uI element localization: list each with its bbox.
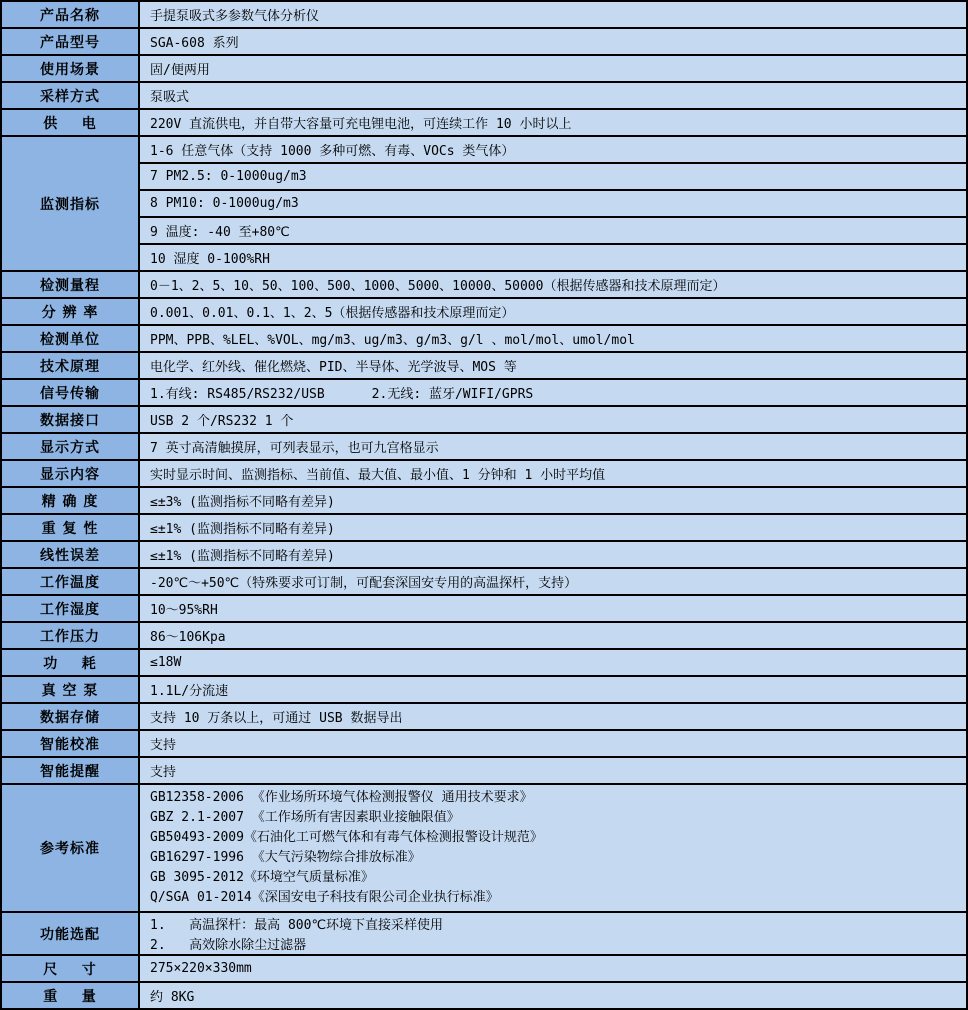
spec-label: 重 复 性 xyxy=(2,515,140,540)
spec-label: 监测指标 xyxy=(2,137,140,270)
reference-standard-line: GB 3095-2012《环境空气质量标准》 xyxy=(150,870,374,885)
spec-row-range xyxy=(2,270,966,297)
spec-label: 检测量程 xyxy=(2,272,140,297)
spec-row-weight xyxy=(2,981,966,1008)
spec-value: 220V 直流供电，并自带大容量可充电锂电池，可连续工作 10 小时以上 xyxy=(140,110,966,135)
spec-label: 产品型号 xyxy=(2,29,140,54)
spec-row-smart-reminder xyxy=(2,756,966,783)
spec-row-usage-scene xyxy=(2,54,966,81)
spec-value: PPM、PPB、%LEL、%VOL、mg/m3、ug/m3、g/m3、g/l 、mol/mol、umol/mol xyxy=(140,326,966,351)
spec-value: 支持 xyxy=(140,758,966,783)
spec-row-resolution xyxy=(2,297,966,324)
spec-row-reference-standards xyxy=(2,783,966,911)
spec-row-work-temp xyxy=(2,567,966,594)
spec-row-units xyxy=(2,324,966,351)
spec-subvalue: 9 温度: -40 至+80℃ xyxy=(140,216,966,243)
spec-value-multiline xyxy=(140,785,966,911)
spec-label: 使用场景 xyxy=(2,56,140,81)
spec-label: 数据接口 xyxy=(2,407,140,432)
spec-row-monitor-indicators xyxy=(2,135,966,270)
spec-value: 约 8KG xyxy=(140,983,966,1008)
spec-row-work-pressure xyxy=(2,621,966,648)
spec-value-multiline xyxy=(140,913,966,954)
spec-subvalue: 7 PM2.5: 0-1000ug/m3 xyxy=(140,162,966,189)
spec-row-principle xyxy=(2,351,966,378)
spec-label: 真 空 泵 xyxy=(2,677,140,702)
optional-feature-line: 2. 高效除水除尘过滤器 xyxy=(150,938,307,953)
reference-standard-line: Q/SGA 01-2014《深国安电子科技有限公司企业执行标准》 xyxy=(150,890,499,905)
spec-value: ≤±1% (监测指标不同略有差异) xyxy=(140,542,966,567)
spec-row-optional-features xyxy=(2,911,966,954)
spec-label: 精 确 度 xyxy=(2,488,140,513)
spec-value: 泵吸式 xyxy=(140,83,966,108)
spec-row-vacuum-pump xyxy=(2,675,966,702)
spec-value: 实时显示时间、监测指标、当前值、最大值、最小值、1 分钟和 1 小时平均值 xyxy=(140,461,966,486)
spec-row-work-humidity xyxy=(2,594,966,621)
spec-label: 供 电 xyxy=(2,110,140,135)
spec-label: 线性误差 xyxy=(2,542,140,567)
spec-label: 功能选配 xyxy=(2,913,140,954)
spec-label: 智能提醒 xyxy=(2,758,140,783)
spec-label: 参考标准 xyxy=(2,785,140,911)
spec-label: 显示方式 xyxy=(2,434,140,459)
optional-feature-line: 1. 高温探杆：最高 800℃环境下直接采样使用 xyxy=(150,918,444,933)
spec-value: 1.有线: RS485/RS232/USB 2.无线: 蓝牙/WIFI/GPRS xyxy=(140,380,966,405)
spec-subvalue: 10 湿度 0-100%RH xyxy=(140,243,966,270)
spec-row-power-supply xyxy=(2,108,966,135)
spec-label: 信号传输 xyxy=(2,380,140,405)
spec-value: 86～106Kpa xyxy=(140,623,966,648)
spec-value: 10～95%RH xyxy=(140,596,966,621)
spec-row-product-name xyxy=(2,2,966,27)
spec-value: 1.1L/分流速 xyxy=(140,677,966,702)
spec-row-linearity xyxy=(2,540,966,567)
spec-label: 检测单位 xyxy=(2,326,140,351)
spec-value: 7 英寸高清触摸屏，可列表显示，也可九宫格显示 xyxy=(140,434,966,459)
spec-value: ≤±3% (监测指标不同略有差异) xyxy=(140,488,966,513)
spec-row-repeatability xyxy=(2,513,966,540)
spec-label: 分 辨 率 xyxy=(2,299,140,324)
spec-row-accuracy xyxy=(2,486,966,513)
spec-row-data-port xyxy=(2,405,966,432)
spec-label: 重 量 xyxy=(2,983,140,1008)
spec-value: -20℃～+50℃（特殊要求可订制，可配套深国安专用的高温探杆，支持） xyxy=(140,569,966,594)
spec-value: 0－1、2、5、10、50、100、500、1000、5000、10000、50000（根据传感器和技术原理而定） xyxy=(140,272,966,297)
spec-label: 产品名称 xyxy=(2,2,140,27)
spec-value-group xyxy=(140,137,966,270)
spec-label: 技术原理 xyxy=(2,353,140,378)
spec-row-smart-calibration xyxy=(2,729,966,756)
reference-standard-line: GB16297-1996 《大气污染物综合排放标准》 xyxy=(150,850,421,865)
spec-value: 支持 xyxy=(140,731,966,756)
spec-row-sampling xyxy=(2,81,966,108)
spec-label: 尺 寸 xyxy=(2,956,140,981)
spec-row-model xyxy=(2,27,966,54)
spec-value: 支持 10 万条以上，可通过 USB 数据导出 xyxy=(140,704,966,729)
spec-row-display-mode xyxy=(2,432,966,459)
reference-standard-line: GB50493-2009《石油化工可燃气体和有毒气体检测报警设计规范》 xyxy=(150,830,543,845)
reference-standard-line: GB12358-2006 《作业场所环境气体检测报警仪 通用技术要求》 xyxy=(150,790,533,805)
spec-label: 工作温度 xyxy=(2,569,140,594)
spec-label: 采样方式 xyxy=(2,83,140,108)
spec-value: ≤±1% (监测指标不同略有差异) xyxy=(140,515,966,540)
spec-value: 0.001、0.01、0.1、1、2、5（根据传感器和技术原理而定） xyxy=(140,299,966,324)
spec-value: 固/便两用 xyxy=(140,56,966,81)
spec-row-signal xyxy=(2,378,966,405)
spec-value: 电化学、红外线、催化燃烧、PID、半导体、光学波导、MOS 等 xyxy=(140,353,966,378)
reference-standard-line: GBZ 2.1-2007 《工作场所有害因素职业接触限值》 xyxy=(150,810,460,825)
spec-label: 功 耗 xyxy=(2,650,140,675)
spec-label: 智能校准 xyxy=(2,731,140,756)
spec-row-display-content xyxy=(2,459,966,486)
spec-value: ≤18W xyxy=(140,650,966,675)
spec-value: 手提泵吸式多参数气体分析仪 xyxy=(140,2,966,27)
spec-value: 275×220×330mm xyxy=(140,956,966,981)
spec-subvalue: 8 PM10: 0-1000ug/m3 xyxy=(140,189,966,216)
spec-label: 显示内容 xyxy=(2,461,140,486)
spec-label: 数据存储 xyxy=(2,704,140,729)
spec-value: SGA-608 系列 xyxy=(140,29,966,54)
spec-row-dimensions xyxy=(2,954,966,981)
spec-label: 工作湿度 xyxy=(2,596,140,621)
spec-row-power-consumption xyxy=(2,648,966,675)
spec-subvalue: 1-6 任意气体（支持 1000 多种可燃、有毒、VOCs 类气体） xyxy=(150,144,515,159)
spec-row-data-storage xyxy=(2,702,966,729)
spec-value: USB 2 个/RS232 1 个 xyxy=(140,407,966,432)
spec-label: 工作压力 xyxy=(2,623,140,648)
